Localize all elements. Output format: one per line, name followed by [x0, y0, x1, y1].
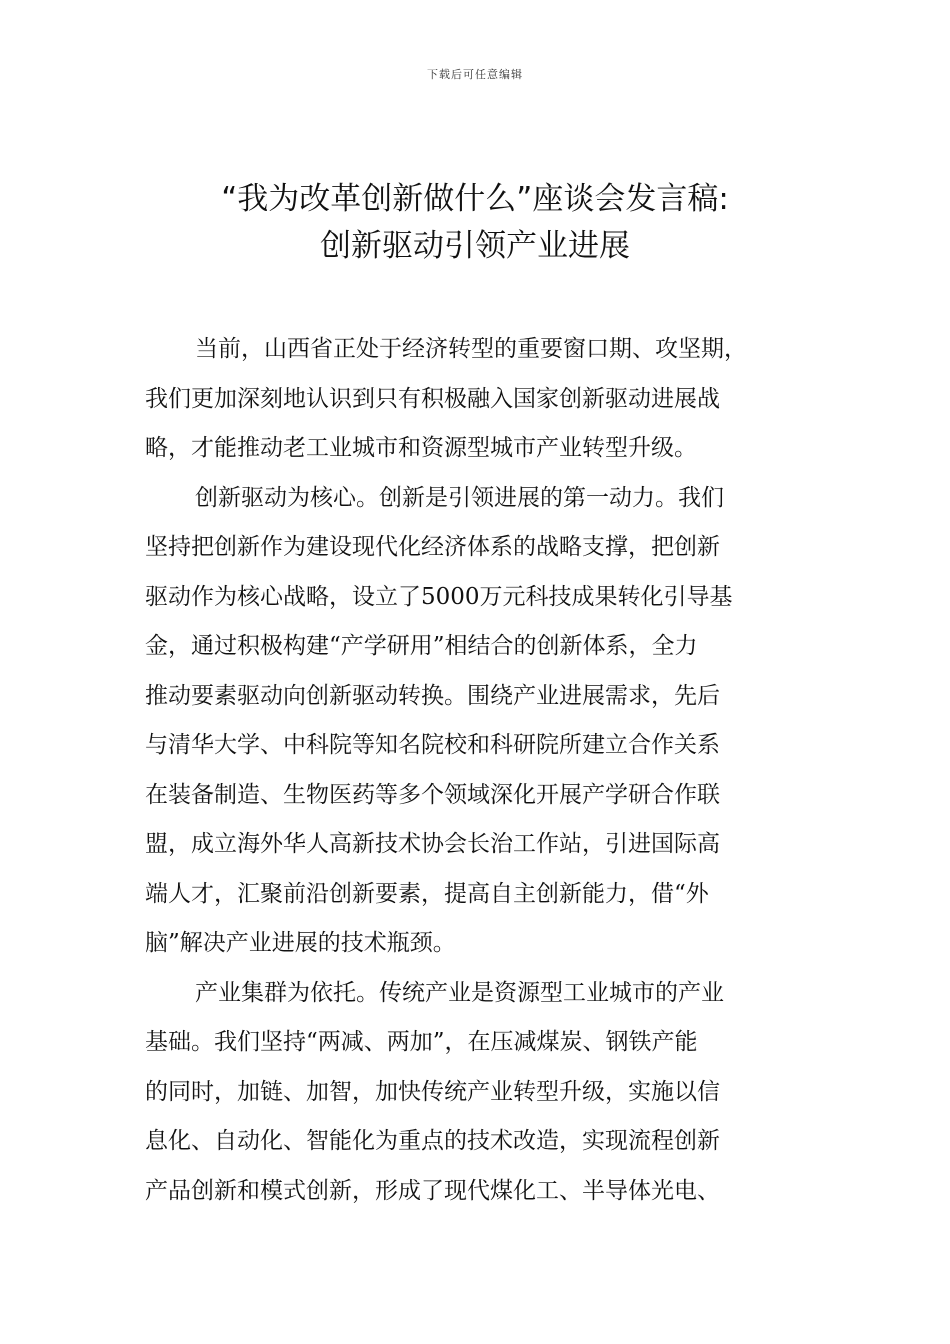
- text-line: 盟，成立海外华人高新技术协会长治工作站，引进国际高: [145, 831, 720, 857]
- text-line: 与清华大学、中科院等知名院校和科研院所建立合作关系: [145, 732, 720, 758]
- paragraph-2: [145, 474, 810, 969]
- text-line: 脑”解决产业进展的技术瓶颈。: [145, 930, 456, 956]
- text-line: 在装备制造、生物医药等多个领域深化开展产学研合作联: [145, 781, 720, 808]
- text-line: 驱动作为核心战略，设立了5000万元科技成果转化引导基: [145, 583, 733, 610]
- text-line: 基础。我们坚持“两减、两加”，在压减煤炭、钢铁产能: [145, 1029, 698, 1055]
- text-line: 当前，山西省正处于经济转型的重要窗口期、攻坚期，: [195, 336, 747, 362]
- text-line: 金，通过积极构建“产学研用”相结合的创新体系，全力: [145, 633, 698, 659]
- text-line: 产品创新和模式创新，形成了现代煤化工、半导体光电、: [145, 1177, 720, 1204]
- header-note: 下载后可任意编辑: [427, 68, 523, 81]
- document-title: [0, 176, 950, 270]
- text-line: 端人才，汇聚前沿创新要素，提高自主创新能力，借“外: [145, 880, 709, 907]
- document-body: [145, 325, 810, 1216]
- text-line: 产业集群为依托。传统产业是资源型工业城市的产业: [195, 979, 724, 1006]
- paragraph-3: [145, 969, 810, 1217]
- text-line: 息化、自动化、智能化为重点的技术改造，实现流程创新: [145, 1128, 720, 1154]
- text-line: 我们更加深刻地认识到只有积极融入国家创新驱动进展战: [145, 385, 720, 412]
- text-line: 的同时，加链、加智，加快传统产业转型升级，实施以信: [145, 1078, 720, 1105]
- title-line-1: “我为改革创新做什么”座谈会发言稿:: [221, 181, 729, 217]
- text-line: 创新驱动为核心。创新是引领进展的第一动力。我们: [195, 484, 724, 511]
- text-line: 推动要素驱动向创新驱动转换。围绕产业进展需求，先后: [145, 682, 720, 709]
- title-line-2: 创新驱动引领产业进展: [320, 228, 630, 264]
- paragraph-1: [145, 325, 810, 474]
- text-line: 略，才能推动老工业城市和资源型城市产业转型升级。: [145, 435, 697, 461]
- text-line: 坚持把创新作为建设现代化经济体系的战略支撑，把创新: [145, 534, 720, 560]
